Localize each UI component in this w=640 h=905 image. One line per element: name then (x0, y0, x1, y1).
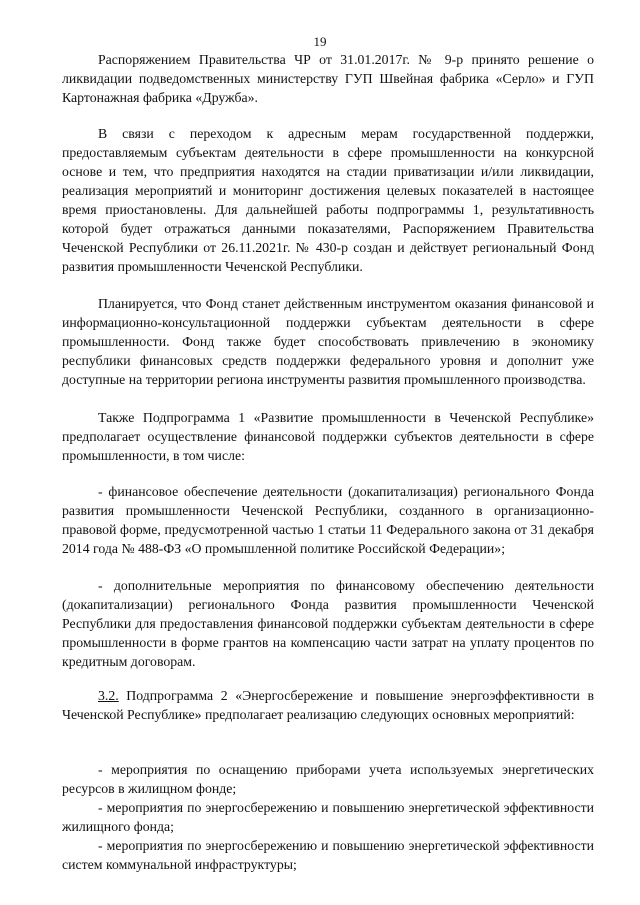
section-3-2 (62, 686, 594, 724)
paragraph-text: - дополнительные мероприятия по финансовому обеспечению деятельности (докапитализации) регионального Фонда развития промышленности Чеченской Республики для предоставления финансовой поддержки субъектам деятельности в сфере промышленности в форме грантов на компенсацию части затрат на уплату процентов по кредитным договорам. (62, 578, 594, 669)
list-item (62, 798, 594, 836)
list-item-text: - мероприятия по энергосбережению и повышению энергетической эффективности систем коммунальной инфраструктуры; (62, 838, 594, 872)
paragraph-text: Планируется, что Фонд станет действенным инструментом оказания финансовой и информационно-консультационной поддержки субъектам деятельности в сфере промышленности. Фонд также будет способствовать привлечению в экономику республики финансовых средств поддержки федерального уровня и дополнит уже доступные на территории региона инструменты развития промышленного производства. (62, 296, 594, 387)
list-item-text: - мероприятия по энергосбережению и повышению энергетической эффективности жилищного фонда; (62, 800, 594, 834)
paragraph-text: Распоряжением Правительства ЧР от 31.01.2017г. № 9-р принято решение о ликвидации подведомственных министерству ГУП Швейная фабрика «Серло» и ГУП Картонажная фабрика «Дружба». (62, 52, 594, 105)
section-paragraph (62, 686, 594, 724)
section-number: 3.2. (98, 688, 119, 703)
paragraph-text: - финансовое обеспечение деятельности (докапитализация) регионального Фонда развития промышленности Чеченской Республики, созданного в организационно-правовой форме, предусмотренной частью 1 статьи 11 Федерального закона от 31 декабря 2014 года № 488-ФЗ «О промышленной политике Российской Федерации»; (62, 484, 594, 556)
page-number: 19 (313, 34, 327, 49)
paragraph-liquidation (62, 50, 594, 107)
paragraph-state-support (62, 124, 594, 276)
paragraph-fund-capitalization (62, 482, 594, 558)
paragraph-fund-plans (62, 294, 594, 389)
list-item-text: - мероприятия по оснащению приборами учета используемых энергетических ресурсов в жилищном фонде; (62, 762, 594, 796)
paragraph-text: Также Подпрограмма 1 «Развитие промышленности в Чеченской Республике» предполагает осуществление финансовой поддержки субъектов деятельности в сфере промышленности, в том числе: (62, 410, 594, 463)
paragraph-subprogram-1 (62, 408, 594, 465)
list-item (62, 836, 594, 874)
paragraph-text: В связи с переходом к адресным мерам государственной поддержки, предоставляемым субъектам деятельности в сфере промышленности на конкурсной основе и тем, что предприятия находятся на стадии приватизации и/или ликвидации, реализация мероприятий и мониторинг достижения целевых показателей в настоящее время приостановлены. Для дальнейшей работы подпрограммы 1, результативность которой будет отражаться данными показателями, Распоряжением Правительства Чеченской Республики от 26.11.2021г. № 430-р создан и действует региональный Фонд развития промышленности Чеченской Республики. (62, 126, 594, 274)
section-text: Подпрограмма 2 «Энергосбережение и повышение энергоэффективности в Чеченской Республике» предполагает реализацию следующих основных мероприятий: (62, 688, 594, 722)
paragraph-additional-measures (62, 576, 594, 671)
list-item (62, 760, 594, 798)
